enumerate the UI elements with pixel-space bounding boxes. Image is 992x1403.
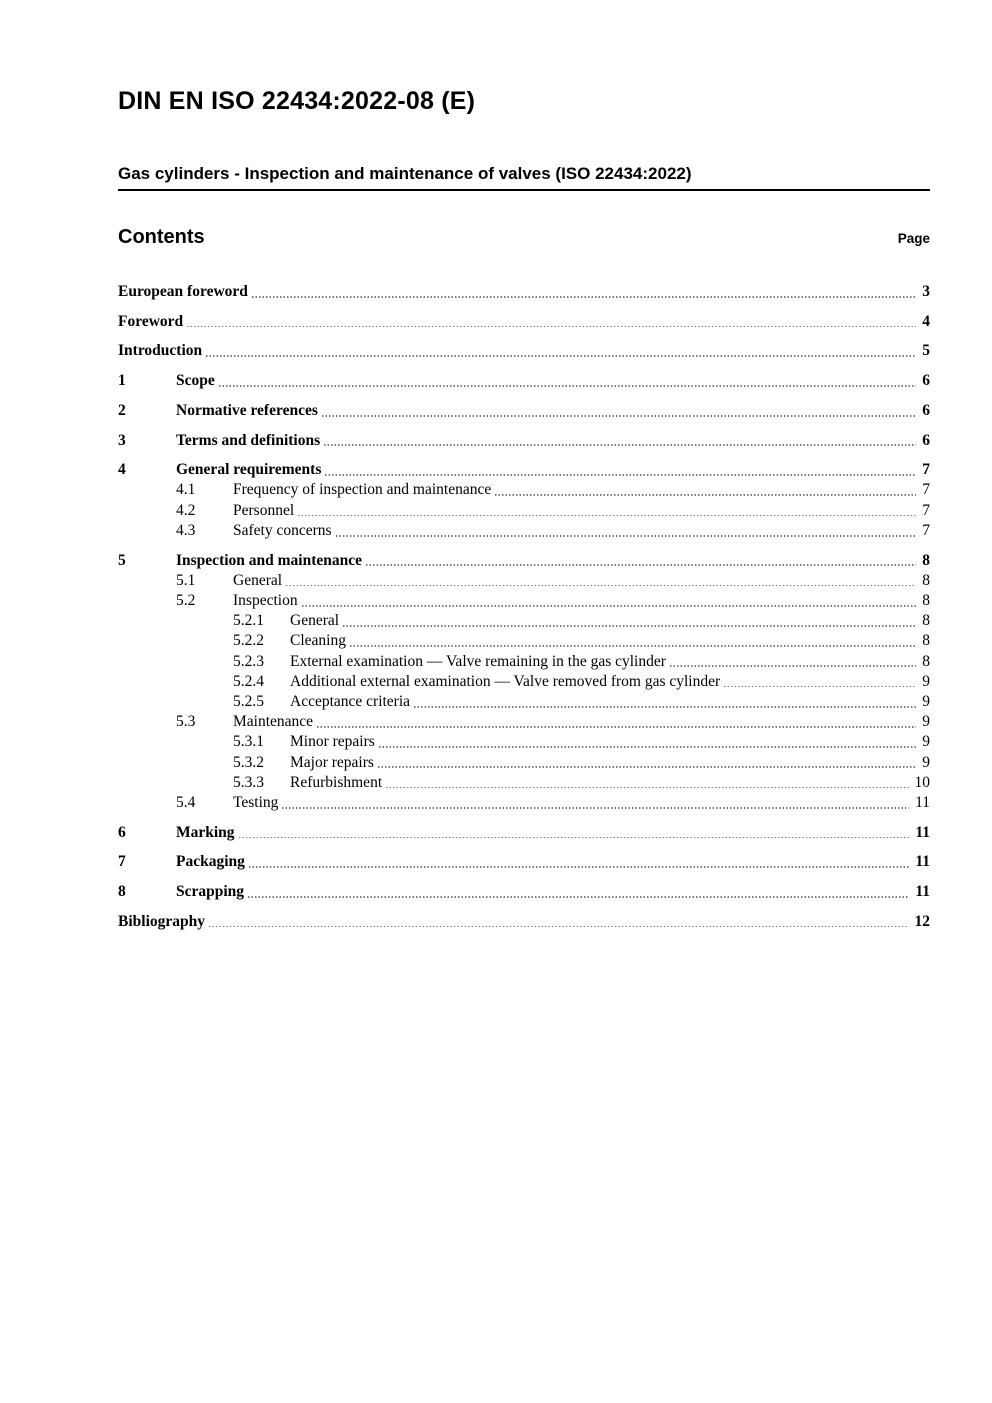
toc-entry-page-number: 11 xyxy=(915,793,930,811)
toc-entry-title: Scrapping xyxy=(176,883,245,901)
contents-header-row xyxy=(118,225,930,249)
toc-entry-page-number: 8 xyxy=(922,591,930,609)
toc-entry-page-number: 4 xyxy=(922,312,930,330)
dotted-leader xyxy=(336,535,917,537)
toc-entry xyxy=(118,551,930,571)
dotted-leader xyxy=(219,385,917,387)
toc-entry-page-number: 3 xyxy=(922,283,930,300)
toc-entry-title: Testing xyxy=(233,793,279,811)
toc-entry xyxy=(118,692,930,712)
toc-entry xyxy=(118,431,930,451)
toc-entry xyxy=(118,882,930,902)
toc-entry-title: External examination — Valve remaining in the gas cylinder xyxy=(290,652,666,670)
toc-entry xyxy=(118,753,930,773)
toc-entry xyxy=(118,371,930,391)
toc-entry-page-number: 5 xyxy=(922,342,930,360)
toc-entry-number: 8 xyxy=(118,883,126,901)
toc-entry-title: Major repairs xyxy=(290,753,374,771)
toc-entry xyxy=(118,480,930,500)
toc-entry xyxy=(118,793,930,813)
toc-entry-title: General xyxy=(290,612,340,630)
dotted-leader xyxy=(239,837,910,839)
toc-entry xyxy=(118,460,930,480)
toc-entry-page-number: 7 xyxy=(922,481,930,499)
toc-entry-number: 4.3 xyxy=(176,521,196,539)
toc-entry-number: 1 xyxy=(118,372,126,390)
toc-entry-number: 5.3.1 xyxy=(233,733,264,751)
toc-entry xyxy=(118,852,930,872)
dotted-leader xyxy=(282,807,909,809)
dotted-leader xyxy=(379,746,916,748)
toc-entry-page-number: 8 xyxy=(922,612,930,630)
toc-entry-title: Inspection and maintenance xyxy=(176,551,363,569)
dotted-leader xyxy=(206,355,916,357)
dotted-leader xyxy=(386,787,908,789)
toc-entry-page-number: 12 xyxy=(914,912,930,930)
dotted-leader xyxy=(670,665,916,667)
toc-entry-title: Packaging xyxy=(176,853,245,871)
toc-entry-title: Marking xyxy=(176,823,235,841)
dotted-leader xyxy=(302,605,917,607)
toc-entry-page-number: 6 xyxy=(922,431,930,449)
dotted-leader xyxy=(209,926,909,928)
toc-entry-title: Foreword xyxy=(118,312,184,330)
dotted-leader xyxy=(324,444,916,446)
dotted-leader xyxy=(248,896,909,898)
table-of-contents xyxy=(118,282,930,932)
toc-entry xyxy=(118,521,930,541)
dotted-leader xyxy=(378,766,916,768)
contents-heading: Contents xyxy=(118,226,205,248)
dotted-leader xyxy=(187,326,916,328)
toc-entry xyxy=(118,312,930,332)
toc-entry xyxy=(118,912,930,932)
toc-entry-title: Cleaning xyxy=(290,632,346,650)
toc-entry xyxy=(118,282,930,302)
toc-entry xyxy=(118,732,930,752)
toc-entry-title: Minor repairs xyxy=(290,733,375,751)
toc-entry-page-number: 9 xyxy=(922,672,930,690)
toc-entry-title: European foreword xyxy=(118,283,248,300)
toc-entry-page-number: 8 xyxy=(922,551,930,569)
dotted-leader xyxy=(724,686,916,688)
toc-entry-title: Acceptance criteria xyxy=(290,692,411,710)
toc-entry-title: Bibliography xyxy=(118,912,205,930)
toc-entry-page-number: 9 xyxy=(922,713,930,731)
dotted-leader xyxy=(286,585,916,587)
toc-entry xyxy=(118,341,930,361)
toc-entry-number: 5 xyxy=(118,551,126,569)
toc-entry-page-number: 7 xyxy=(922,521,930,539)
toc-entry-title: Scope xyxy=(176,372,215,390)
toc-entry-page-number: 11 xyxy=(915,883,930,901)
toc-entry-number: 4.2 xyxy=(176,501,196,519)
toc-entry-number: 5.3.2 xyxy=(233,753,264,771)
page-column-label: Page xyxy=(897,231,930,246)
toc-entry-title: Personnel xyxy=(233,501,295,519)
toc-entry xyxy=(118,501,930,521)
toc-entry-page-number: 8 xyxy=(922,632,930,650)
dotted-leader xyxy=(325,474,916,476)
toc-entry-number: 5.2.3 xyxy=(233,652,264,670)
dotted-leader xyxy=(350,645,916,647)
toc-entry-title: Additional external examination — Valve removed from gas cylinder xyxy=(290,672,721,690)
dotted-leader xyxy=(414,706,916,708)
dotted-leader xyxy=(495,494,916,496)
toc-entry xyxy=(118,823,930,843)
toc-entry-title: Terms and definitions xyxy=(176,431,321,449)
toc-entry-number: 5.2.5 xyxy=(233,692,264,710)
toc-entry-title: Maintenance xyxy=(233,713,314,731)
toc-entry-title: Frequency of inspection and maintenance xyxy=(233,481,492,499)
toc-entry-page-number: 11 xyxy=(915,823,930,841)
toc-entry-title: General xyxy=(233,571,283,589)
toc-entry-number: 5.2.2 xyxy=(233,632,264,650)
dotted-leader xyxy=(343,625,916,627)
toc-entry xyxy=(118,712,930,732)
toc-entry-number: 4 xyxy=(118,461,126,479)
toc-entry-page-number: 6 xyxy=(922,401,930,419)
document-subtitle-block xyxy=(118,163,930,191)
toc-entry-number: 2 xyxy=(118,401,126,419)
document-title: DIN EN ISO 22434:2022-08 (E) xyxy=(118,87,476,115)
toc-entry-number: 5.2.1 xyxy=(233,612,264,630)
toc-entry-number: 6 xyxy=(118,823,126,841)
toc-entry-page-number: 7 xyxy=(922,461,930,479)
toc-entry-title: Inspection xyxy=(233,591,298,609)
toc-entry xyxy=(118,672,930,692)
toc-entry-page-number: 9 xyxy=(922,692,930,710)
toc-entry-page-number: 8 xyxy=(922,652,930,670)
toc-entry-number: 4.1 xyxy=(176,481,196,499)
toc-entry-number: 5.2 xyxy=(176,591,196,609)
toc-entry xyxy=(118,571,930,591)
toc-entry-title: General requirements xyxy=(176,461,322,479)
toc-entry-title: Introduction xyxy=(118,342,203,360)
toc-entry-page-number: 10 xyxy=(914,773,930,791)
toc-entry-number: 5.2.4 xyxy=(233,672,264,690)
toc-entry xyxy=(118,591,930,611)
toc-entry-number: 5.3 xyxy=(176,713,196,731)
dotted-leader xyxy=(252,296,916,298)
toc-entry-number: 5.4 xyxy=(176,793,196,811)
toc-entry xyxy=(118,401,930,421)
dotted-leader xyxy=(366,564,916,566)
dotted-leader xyxy=(249,866,909,868)
toc-entry-number: 7 xyxy=(118,853,126,871)
toc-entry-title: Refurbishment xyxy=(290,773,383,791)
toc-entry xyxy=(118,652,930,672)
toc-entry xyxy=(118,631,930,651)
toc-entry-title: Safety concerns xyxy=(233,521,332,539)
toc-entry-page-number: 9 xyxy=(922,733,930,751)
dotted-leader xyxy=(298,515,916,517)
toc-entry-page-number: 11 xyxy=(915,853,930,871)
toc-entry-number: 5.3.3 xyxy=(233,773,264,791)
toc-entry-page-number: 7 xyxy=(922,501,930,519)
toc-entry-number: 5.1 xyxy=(176,571,196,589)
dotted-leader xyxy=(317,726,916,728)
document-subtitle: Gas cylinders - Inspection and maintenance of valves (ISO 22434:2022) xyxy=(118,164,692,183)
toc-entry-page-number: 6 xyxy=(922,372,930,390)
toc-entry-number: 3 xyxy=(118,431,126,449)
toc-entry xyxy=(118,773,930,793)
toc-entry-page-number: 8 xyxy=(922,571,930,589)
dotted-leader xyxy=(322,415,916,417)
toc-entry-title: Normative references xyxy=(176,401,318,419)
toc-entry xyxy=(118,611,930,631)
toc-entry-page-number: 9 xyxy=(922,753,930,771)
